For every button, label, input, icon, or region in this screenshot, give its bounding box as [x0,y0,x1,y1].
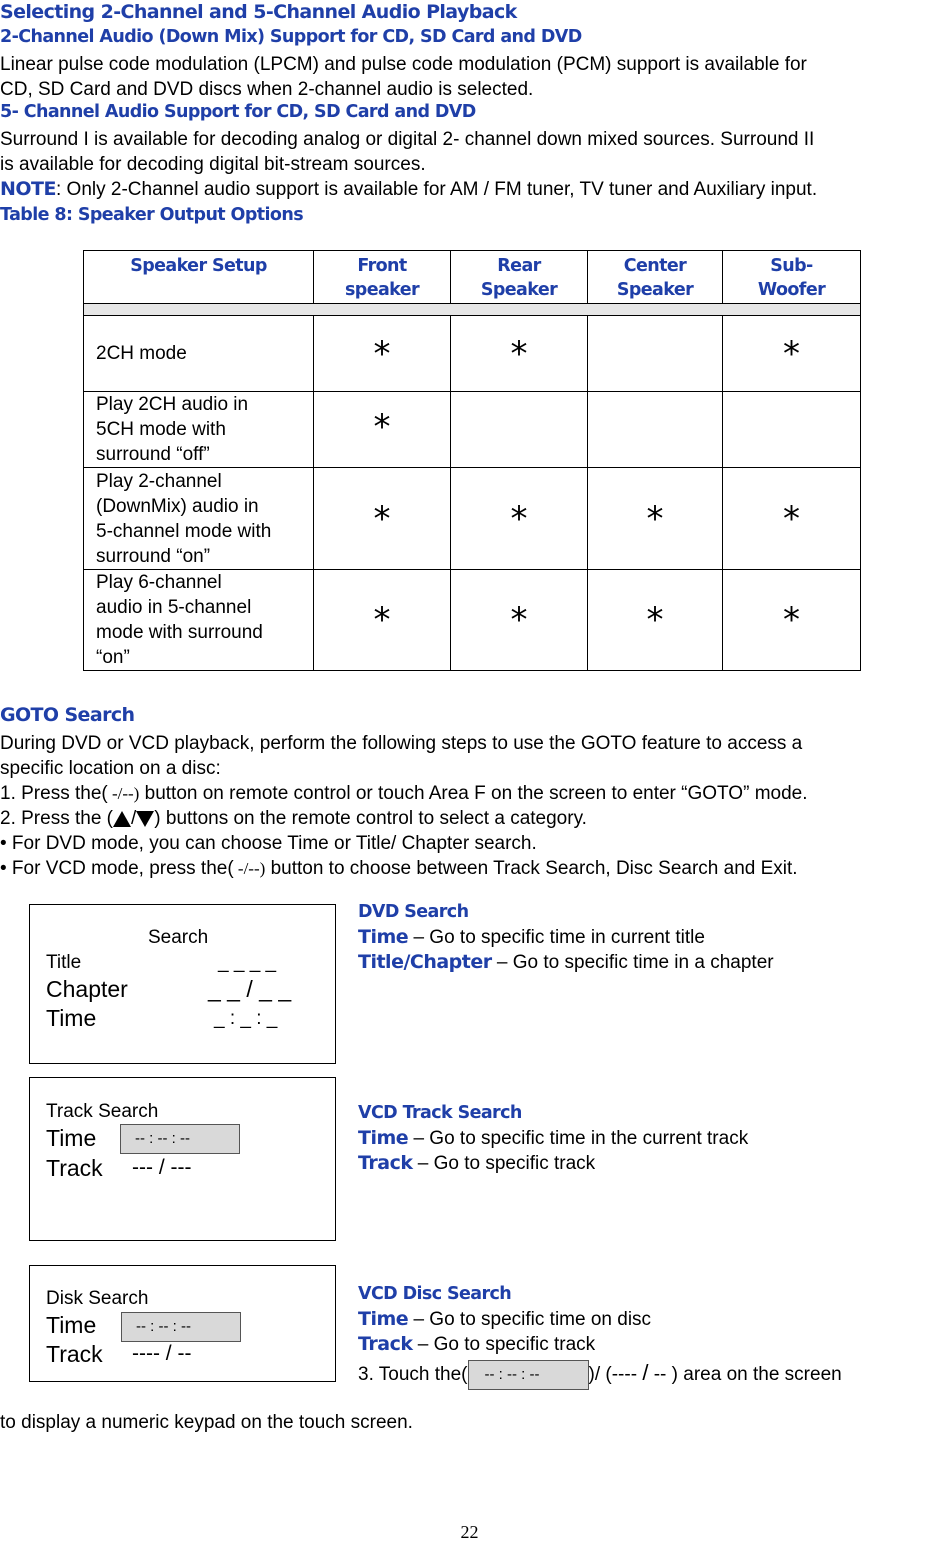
track-label: Track [46,1341,103,1367]
row-label: Play 6-channel audio in 5-channel mode with surround “on” [84,570,314,671]
dvd-search-heading: DVD Search [358,902,469,922]
header-center-speaker: Center Speaker [588,251,723,304]
chapter-value: _ _ / _ _ [208,976,292,1002]
note-label: NOTE [0,178,56,200]
time-label: Time [46,1125,97,1151]
row-label: 2CH mode [84,316,314,392]
step-1: 1. Press the( -/--) button on remote control or touch Area F on the screen to enter “GOTO” mode. [0,783,808,804]
sec2-line1: Surround I is available for decoding analog or digital 2- channel down mixed sources. Surround II [0,129,815,150]
vcd-disc-track-desc: Track – Go to specific track [358,1333,596,1355]
vcd-disc-heading: VCD Disc Search [358,1284,512,1304]
up-arrow-icon [113,811,131,827]
track-search-panel [29,1077,336,1241]
title-label: Title [46,952,82,973]
table-header-row [84,251,861,304]
header-rear-speaker: Rear Speaker [451,251,588,304]
mark-front: * [314,468,451,570]
dvd-search-panel [29,904,336,1064]
header-sub-woofer: Sub- Woofer [723,251,861,304]
table-spacer-row [84,304,861,316]
sec1-line2: CD, SD Card and DVD discs when 2-channel audio is selected. [0,79,534,100]
mark-rear [451,392,588,468]
header-front-speaker: Front speaker [314,251,451,304]
mark-rear: * [451,468,588,570]
mark-center: * [588,468,723,570]
note-line [0,177,817,202]
table-row [84,570,861,671]
note-text: : Only 2-Channel audio support is available for AM / FM tuner, TV tuner and Auxiliary input. [56,179,818,200]
goto-button-glyph: -/--) [107,784,140,803]
vcd-track-time-desc: Time – Go to specific time in the current track [358,1127,749,1149]
vcd-disc-time-desc: Time – Go to specific time on disc [358,1308,652,1330]
mark-center [588,392,723,468]
section-heading-2ch: 2-Channel Audio (Down Mix) Support for CD, SD Card and DVD [0,27,582,47]
step-2: 2. Press the ( / ) buttons on the remote control to select a category. [0,808,587,829]
speaker-output-table [83,250,861,671]
chapter-label: Chapter [46,976,128,1002]
disk-search-title: Disk Search [46,1288,149,1309]
step-3-line2: to display a numeric keypad on the touch screen. [0,1412,413,1433]
bullet-dvd: • For DVD mode, you can choose Time or Title/ Chapter search. [0,833,537,854]
time-input-field[interactable]: -- : -- : -- [120,1124,240,1154]
mark-rear: * [451,316,588,392]
time-input-field[interactable]: -- : -- : -- [121,1312,241,1342]
title-value: _ _ _ _ [218,952,277,973]
vcd-track-heading: VCD Track Search [358,1103,522,1123]
time-field-example: -- : -- : -- [468,1360,589,1390]
row-label: Play 2CH audio in 5CH mode with surround “off” [84,392,314,468]
section-heading-5ch: 5- Channel Audio Support for CD, SD Card and DVD [0,102,476,122]
goto-line2: specific location on a disc: [0,758,221,779]
table-row [84,468,861,570]
page-number: 22 [460,1522,479,1542]
mark-front: * [314,316,451,392]
sec1-line1: Linear pulse code modulation (LPCM) and pulse code modulation (PCM) support is available for [0,54,807,75]
bullet-vcd: • For VCD mode, press the( -/--) button to choose between Track Search, Disc Search and Exit. [0,858,798,879]
dvd-time-desc: Time – Go to specific time in current title [358,926,705,948]
table-row [84,392,861,468]
goto-line1: During DVD or VCD playback, perform the following steps to use the GOTO feature to access a [0,733,803,754]
track-search-title: Track Search [46,1101,159,1122]
track-value[interactable]: --- / --- [132,1156,192,1179]
time-label: Time [46,1005,97,1031]
page-title: Selecting 2-Channel and 5-Channel Audio Playback [0,1,517,23]
vcd-track-track-desc: Track – Go to specific track [358,1152,596,1174]
header-speaker-setup: Speaker Setup [84,251,314,304]
disk-search-panel [29,1265,336,1382]
mark-subwoofer [723,392,861,468]
dvd-chapter-desc: Title/Chapter – Go to specific time in a chapter [358,951,774,973]
mark-center [588,316,723,392]
time-value: _ : _ : _ [214,1008,278,1029]
mark-subwoofer: * [723,570,861,671]
track-value[interactable]: ---- / -- [132,1342,192,1365]
mark-center: * [588,570,723,671]
table-row [84,316,861,392]
row-label: Play 2-channel (DownMix) audio in 5-channel mode with surround “on” [84,468,314,570]
goto-heading: GOTO Search [0,704,135,726]
down-arrow-icon [136,811,154,827]
step-3-line1: 3. Touch the( -- : -- : -- )/ (---- / -- ) area on the screen [358,1360,842,1390]
time-label: Time [46,1312,97,1338]
track-label: Track [46,1155,103,1181]
mark-front: * [314,570,451,671]
mark-subwoofer: * [723,468,861,570]
mark-rear: * [451,570,588,671]
mark-subwoofer: * [723,316,861,392]
table-caption: Table 8: Speaker Output Options [0,205,304,225]
sec2-line2: is available for decoding digital bit-stream sources. [0,154,426,175]
goto-button-glyph: -/--) [233,859,266,878]
dvd-search-title: Search [148,927,209,948]
mark-front: * [314,392,451,468]
